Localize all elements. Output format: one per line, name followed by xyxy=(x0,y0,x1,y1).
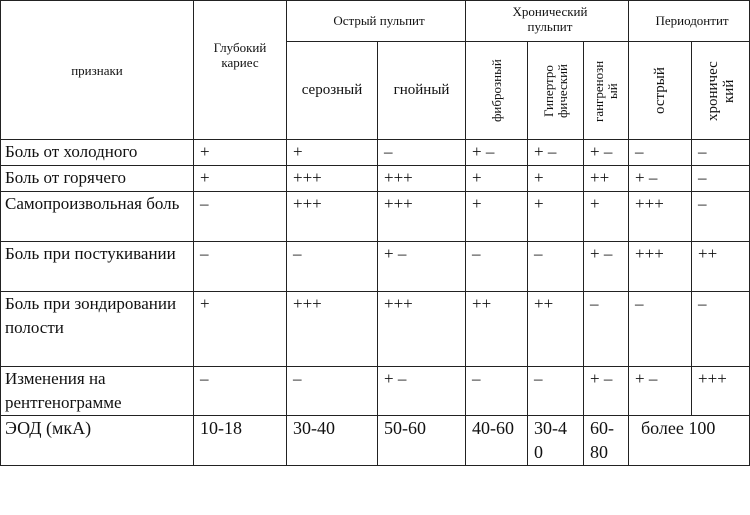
row-label: Боль при зондировании полости xyxy=(1,292,194,367)
cell: +++ xyxy=(629,192,692,242)
header-fibrous: фиброзный xyxy=(488,59,504,122)
cell: – xyxy=(629,140,692,166)
cell: +++ xyxy=(378,292,466,367)
header-chronic: хроничес кий xyxy=(704,60,737,121)
header-acute: острый xyxy=(652,67,669,114)
cell: + – xyxy=(629,166,692,192)
table-row xyxy=(1,292,750,367)
cell: +++ xyxy=(378,166,466,192)
header-chronic-pulpitis-text: Хронический пульпит xyxy=(512,4,588,34)
cell: +++ xyxy=(287,166,378,192)
cell: + xyxy=(528,166,584,192)
cell: – xyxy=(287,367,378,416)
cell: – xyxy=(194,242,287,292)
cell: – xyxy=(287,242,378,292)
cell: – xyxy=(629,292,692,367)
table-row xyxy=(1,242,750,292)
row-label: Изменения на рентгенограмме xyxy=(1,367,194,416)
cell: + xyxy=(194,292,287,367)
cell: + xyxy=(287,140,378,166)
cell: – xyxy=(584,292,629,367)
cell: + – xyxy=(584,140,629,166)
cell: 40-60 xyxy=(466,416,528,466)
header-fibrous-cell xyxy=(466,42,528,140)
cell: + xyxy=(466,192,528,242)
header-chronic-pulpitis xyxy=(466,1,629,42)
row-label: Боль от холодного xyxy=(1,140,194,166)
cell: ++ xyxy=(584,166,629,192)
cell: + – xyxy=(466,140,528,166)
row-label: ЭОД (мкА) xyxy=(1,416,194,466)
cell: + – xyxy=(584,242,629,292)
table-row xyxy=(1,140,750,166)
cell: 60-80 xyxy=(584,416,629,466)
cell: + – xyxy=(629,367,692,416)
header-serous: серозный xyxy=(287,42,378,140)
cell: – xyxy=(378,140,466,166)
header-hypertrophic: Гипертро фический xyxy=(540,63,570,118)
row-label: Боль от горячего xyxy=(1,166,194,192)
row-label: Самопроизвольная боль xyxy=(1,192,194,242)
cell: + xyxy=(466,166,528,192)
cell: + – xyxy=(584,367,629,416)
cell: – xyxy=(528,367,584,416)
cell: +++ xyxy=(287,292,378,367)
cell: + – xyxy=(378,242,466,292)
cell: – xyxy=(466,242,528,292)
cell: +++ xyxy=(629,242,692,292)
cell: – xyxy=(194,367,287,416)
cell: – xyxy=(692,192,750,242)
cell: ++ xyxy=(692,242,750,292)
header-deep-caries-text: Глубокий кариес xyxy=(213,40,267,70)
cell: 30-40 xyxy=(528,416,584,466)
cell: – xyxy=(466,367,528,416)
cell: +++ xyxy=(692,367,750,416)
cell: + xyxy=(194,166,287,192)
cell: – xyxy=(692,166,750,192)
cell: – xyxy=(528,242,584,292)
cell: 30-40 xyxy=(287,416,378,466)
header-chronic-cell xyxy=(692,42,750,140)
cell: ++ xyxy=(466,292,528,367)
cell: – xyxy=(692,292,750,367)
cell: 50-60 xyxy=(378,416,466,466)
header-row-1 xyxy=(1,1,750,42)
cell: ++ xyxy=(528,292,584,367)
row-label: Боль при постукивании xyxy=(1,242,194,292)
cell: + xyxy=(528,192,584,242)
table-row xyxy=(1,367,750,416)
header-acute-cell xyxy=(629,42,692,140)
cell: – xyxy=(194,192,287,242)
cell: + – xyxy=(378,367,466,416)
cell: – xyxy=(692,140,750,166)
header-acute-pulpitis: Острый пульпит xyxy=(287,1,466,42)
header-signs: признаки xyxy=(1,1,194,140)
header-gangrenous: гангренозн ый xyxy=(591,59,620,122)
cell: +++ xyxy=(287,192,378,242)
header-gangrenous-cell xyxy=(584,42,629,140)
cell: + xyxy=(194,140,287,166)
cell: + – xyxy=(528,140,584,166)
cell: 10-18 xyxy=(194,416,287,466)
header-hypertrophic-cell xyxy=(528,42,584,140)
header-periodontitis: Периодонтит xyxy=(629,1,750,42)
header-deep-caries xyxy=(194,1,287,140)
cell: +++ xyxy=(378,192,466,242)
table-row xyxy=(1,166,750,192)
table-row-eod xyxy=(1,416,750,466)
table-row xyxy=(1,192,750,242)
header-purulent: гнойный xyxy=(378,42,466,140)
cell: более 100 xyxy=(629,416,750,466)
cell: + xyxy=(584,192,629,242)
